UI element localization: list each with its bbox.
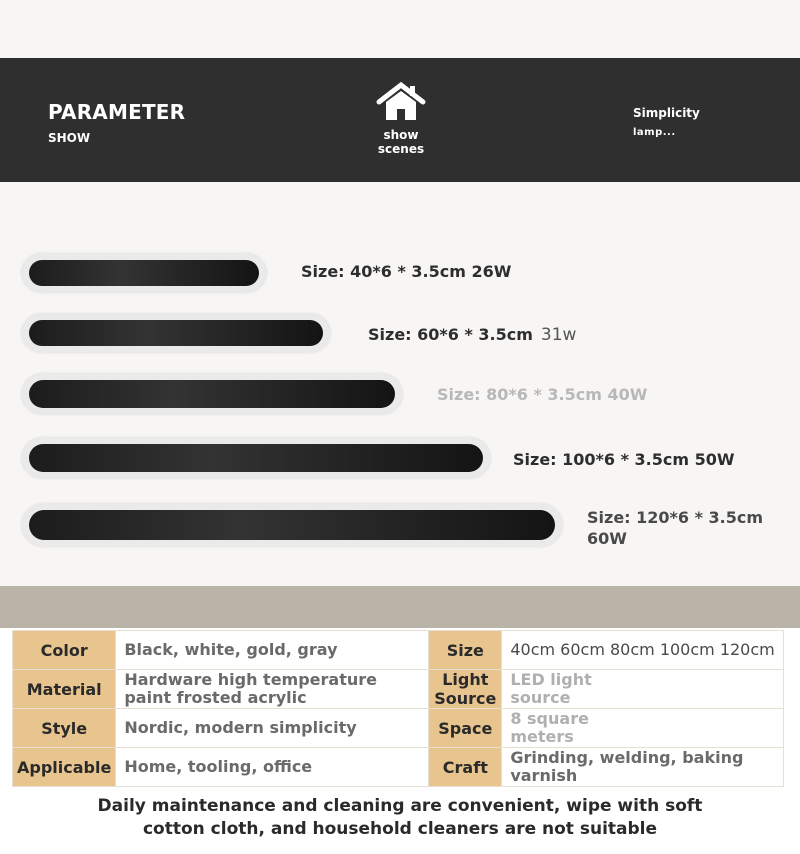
spec-val-material — [116, 670, 429, 709]
lamp-120 — [22, 504, 562, 546]
spec-key-light-source-line2: Source — [434, 689, 497, 708]
lamp-bar — [29, 510, 555, 540]
table-row — [13, 748, 784, 787]
spec-val-space-line2: meters — [510, 727, 574, 746]
lamp-bar — [29, 320, 323, 346]
spec-key-style: Style — [13, 709, 116, 748]
spec-key-size: Size — [429, 631, 502, 670]
spec-key-material: Material — [13, 670, 116, 709]
spec-val-space — [502, 709, 784, 748]
spec-val-light-source-line2: source — [510, 688, 571, 707]
lamp-100-label-text: Size: 100*6 * 3.5cm 50W — [513, 450, 735, 469]
top-strip — [0, 0, 800, 58]
spec-val-light-source — [502, 670, 784, 709]
lamp-60-label — [368, 325, 576, 345]
spec-val-color: Black, white, gold, gray — [116, 631, 429, 670]
home-label-line1: show — [383, 128, 419, 142]
footer-note-line2: cotton cloth, and household cleaners are not suitable — [142, 819, 658, 839]
table-row — [13, 670, 784, 709]
lamp-80-label — [437, 385, 647, 404]
lamp-120-label-line1: Size: 120*6 * 3.5cm — [587, 508, 764, 527]
header-subtitle: SHOW — [48, 131, 91, 145]
lamp-40-label-text: Size: 40*6 * 3.5cm 26W — [301, 262, 512, 281]
home-icon — [376, 82, 426, 122]
lamp-40-label — [301, 262, 511, 281]
spec-val-craft-line1: Grinding, welding, baking — [510, 748, 744, 767]
lamp-60-label-text: Size: 60*6 * 3.5cm — [368, 325, 533, 344]
spec-val-craft-line2: varnish — [510, 766, 578, 785]
lamp-80-label-text: Size: 80*6 * 3.5cm 40W — [437, 385, 648, 404]
lamp-60-watt: 31w — [540, 325, 577, 345]
lamp-bar — [29, 444, 483, 472]
lamp-80 — [22, 374, 402, 414]
home-label — [362, 128, 440, 156]
lamp-40 — [22, 254, 266, 292]
lamp-60 — [22, 314, 330, 352]
lamp-bar — [29, 260, 259, 286]
spec-key-applicable: Applicable — [13, 748, 116, 787]
spec-key-space: Space — [429, 709, 502, 748]
lamp-120-label — [587, 507, 763, 549]
header-right-sub: lamp... — [633, 127, 676, 138]
header-right-title: Simplicity — [633, 106, 700, 120]
spec-val-material-line1: Hardware high temperature — [124, 670, 377, 689]
table-row — [13, 631, 784, 670]
lamp-bar — [29, 380, 395, 408]
spec-val-material-line2: paint frosted acrylic — [124, 688, 307, 707]
spec-val-light-source-line1: LED light — [510, 670, 592, 689]
lamp-120-label-line2: 60W — [587, 529, 627, 548]
header-title: PARAMETER — [48, 100, 186, 124]
lamp-sizes-section — [0, 182, 800, 586]
table-row — [13, 709, 784, 748]
spec-val-space-line1: 8 square — [510, 709, 589, 728]
spec-val-style: Nordic, modern simplicity — [116, 709, 429, 748]
header-banner — [0, 58, 800, 182]
lamp-100 — [22, 438, 490, 478]
spec-key-craft: Craft — [429, 748, 502, 787]
footer-note-line1: Daily maintenance and cleaning are convenient, wipe with soft — [97, 796, 703, 816]
spec-table — [12, 630, 784, 787]
spec-val-applicable: Home, tooling, office — [116, 748, 429, 787]
lamp-100-label — [513, 450, 735, 469]
spec-val-size: 40cm 60cm 80cm 100cm 120cm — [502, 631, 784, 670]
spec-key-light-source-line1: Light — [442, 670, 489, 689]
spec-val-craft — [502, 748, 784, 787]
footer-note — [60, 795, 740, 841]
home-label-line2: scenes — [377, 142, 425, 156]
spec-key-color: Color — [13, 631, 116, 670]
spec-key-light-source — [429, 670, 502, 709]
